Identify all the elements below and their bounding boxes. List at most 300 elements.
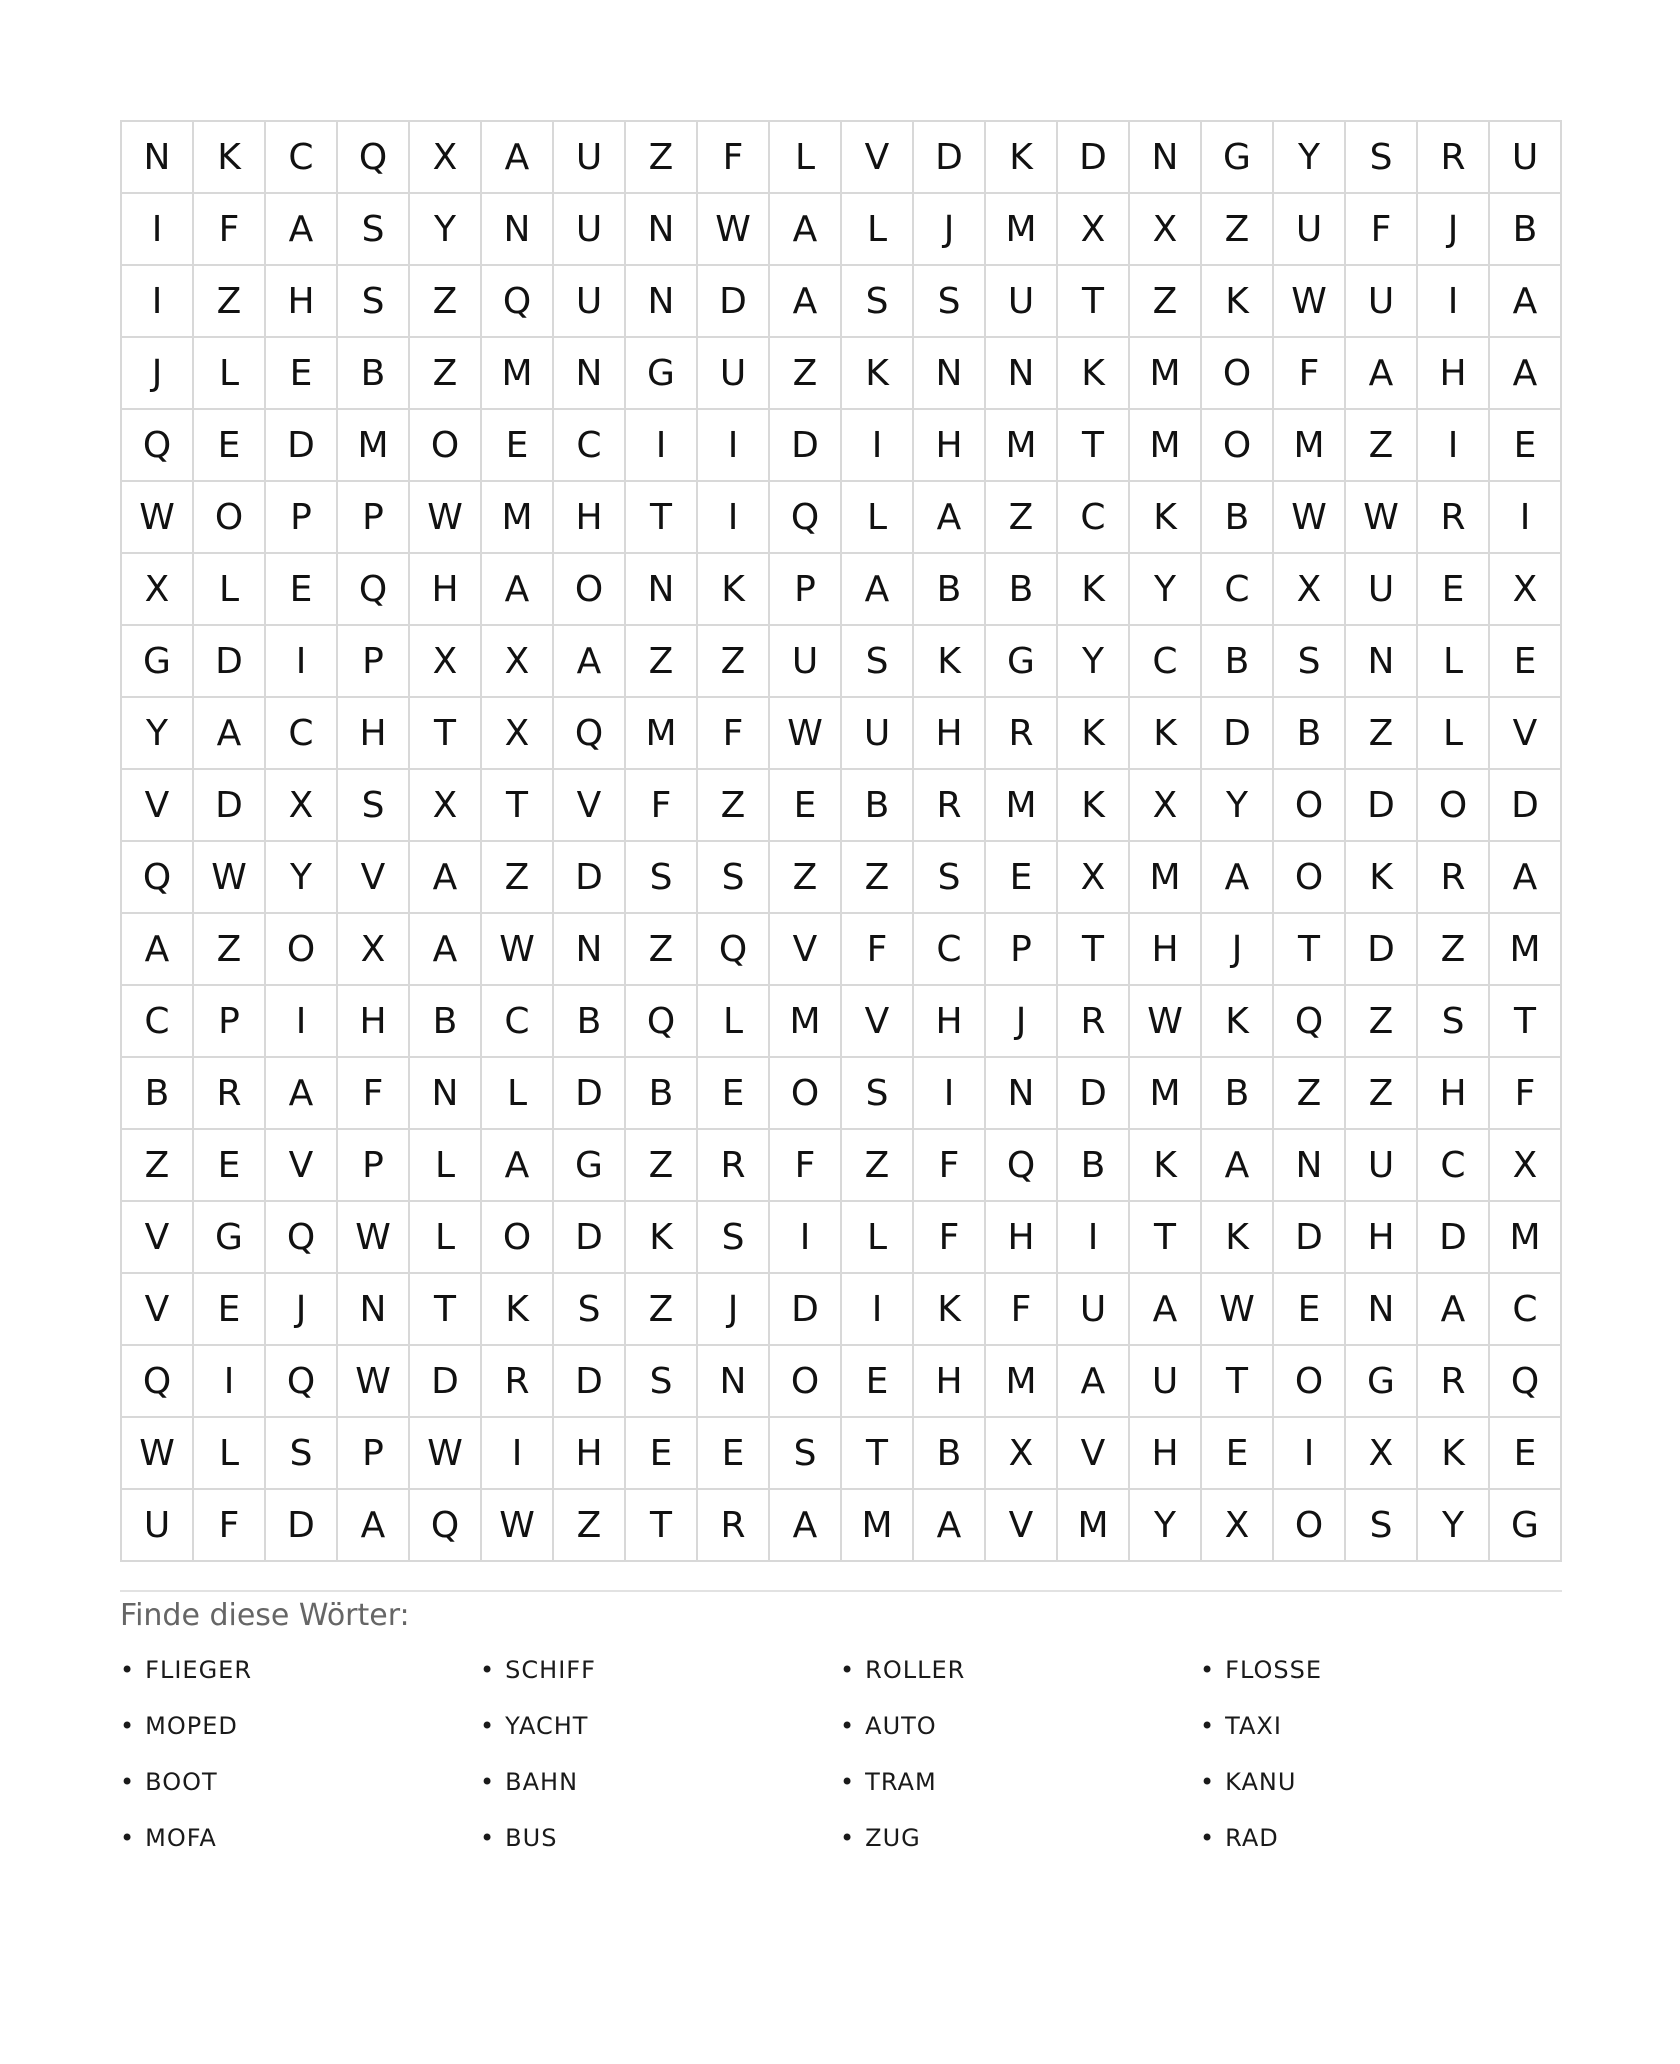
grid-cell[interactable]: M: [1490, 1202, 1562, 1274]
grid-cell[interactable]: C: [1418, 1130, 1490, 1202]
grid-cell[interactable]: E: [1490, 626, 1562, 698]
grid-cell[interactable]: B: [1202, 626, 1274, 698]
grid-cell[interactable]: K: [194, 122, 266, 194]
grid-cell[interactable]: D: [1346, 770, 1418, 842]
grid-cell[interactable]: Z: [626, 122, 698, 194]
grid-cell[interactable]: N: [698, 1346, 770, 1418]
grid-cell[interactable]: Y: [1058, 626, 1130, 698]
grid-cell[interactable]: C: [482, 986, 554, 1058]
grid-cell[interactable]: O: [194, 482, 266, 554]
grid-cell[interactable]: U: [1274, 194, 1346, 266]
grid-cell[interactable]: K: [1202, 266, 1274, 338]
grid-cell[interactable]: W: [482, 1490, 554, 1562]
grid-cell[interactable]: Z: [770, 338, 842, 410]
grid-cell[interactable]: K: [626, 1202, 698, 1274]
grid-cell[interactable]: J: [266, 1274, 338, 1346]
grid-cell[interactable]: B: [1274, 698, 1346, 770]
grid-cell[interactable]: J: [1418, 194, 1490, 266]
grid-cell[interactable]: H: [986, 1202, 1058, 1274]
grid-cell[interactable]: Q: [626, 986, 698, 1058]
grid-cell[interactable]: M: [986, 1346, 1058, 1418]
grid-cell[interactable]: S: [842, 266, 914, 338]
grid-cell[interactable]: H: [338, 986, 410, 1058]
grid-cell[interactable]: H: [1418, 1058, 1490, 1130]
grid-cell[interactable]: T: [626, 482, 698, 554]
grid-cell[interactable]: X: [1274, 554, 1346, 626]
grid-cell[interactable]: V: [266, 1130, 338, 1202]
grid-cell[interactable]: E: [770, 770, 842, 842]
grid-cell[interactable]: A: [770, 194, 842, 266]
grid-cell[interactable]: Z: [842, 842, 914, 914]
grid-cell[interactable]: I: [770, 1202, 842, 1274]
grid-cell[interactable]: R: [1418, 122, 1490, 194]
grid-cell[interactable]: Y: [410, 194, 482, 266]
grid-cell[interactable]: C: [1058, 482, 1130, 554]
grid-cell[interactable]: K: [1058, 698, 1130, 770]
grid-cell[interactable]: K: [1202, 1202, 1274, 1274]
grid-cell[interactable]: G: [122, 626, 194, 698]
grid-cell[interactable]: V: [842, 986, 914, 1058]
grid-cell[interactable]: K: [1058, 554, 1130, 626]
grid-cell[interactable]: Z: [1346, 986, 1418, 1058]
grid-cell[interactable]: B: [554, 986, 626, 1058]
grid-cell[interactable]: F: [1490, 1058, 1562, 1130]
grid-cell[interactable]: S: [914, 842, 986, 914]
grid-cell[interactable]: Z: [194, 914, 266, 986]
grid-cell[interactable]: O: [482, 1202, 554, 1274]
grid-cell[interactable]: S: [554, 1274, 626, 1346]
grid-cell[interactable]: B: [122, 1058, 194, 1130]
grid-cell[interactable]: C: [122, 986, 194, 1058]
grid-cell[interactable]: H: [914, 1346, 986, 1418]
grid-cell[interactable]: K: [1130, 1130, 1202, 1202]
grid-cell[interactable]: Y: [122, 698, 194, 770]
grid-cell[interactable]: A: [914, 482, 986, 554]
grid-cell[interactable]: U: [1346, 554, 1418, 626]
grid-cell[interactable]: O: [1202, 410, 1274, 482]
grid-cell[interactable]: M: [986, 194, 1058, 266]
grid-cell[interactable]: K: [986, 122, 1058, 194]
grid-cell[interactable]: S: [1274, 626, 1346, 698]
grid-cell[interactable]: E: [842, 1346, 914, 1418]
grid-cell[interactable]: K: [1058, 770, 1130, 842]
grid-cell[interactable]: O: [1274, 1490, 1346, 1562]
grid-cell[interactable]: F: [1346, 194, 1418, 266]
grid-cell[interactable]: C: [1490, 1274, 1562, 1346]
grid-cell[interactable]: H: [410, 554, 482, 626]
grid-cell[interactable]: Q: [554, 698, 626, 770]
grid-cell[interactable]: S: [1346, 122, 1418, 194]
grid-cell[interactable]: I: [266, 986, 338, 1058]
grid-cell[interactable]: D: [554, 842, 626, 914]
grid-cell[interactable]: A: [842, 554, 914, 626]
grid-cell[interactable]: L: [194, 554, 266, 626]
grid-cell[interactable]: A: [1202, 842, 1274, 914]
grid-cell[interactable]: W: [1274, 266, 1346, 338]
grid-cell[interactable]: W: [338, 1202, 410, 1274]
grid-cell[interactable]: Y: [1130, 1490, 1202, 1562]
grid-cell[interactable]: V: [122, 1202, 194, 1274]
grid-cell[interactable]: W: [698, 194, 770, 266]
grid-cell[interactable]: H: [554, 482, 626, 554]
grid-cell[interactable]: O: [1274, 770, 1346, 842]
grid-cell[interactable]: E: [194, 410, 266, 482]
grid-cell[interactable]: Q: [986, 1130, 1058, 1202]
grid-cell[interactable]: T: [1058, 914, 1130, 986]
grid-cell[interactable]: H: [914, 410, 986, 482]
grid-cell[interactable]: X: [1346, 1418, 1418, 1490]
grid-cell[interactable]: Y: [1274, 122, 1346, 194]
grid-cell[interactable]: G: [986, 626, 1058, 698]
grid-cell[interactable]: M: [1490, 914, 1562, 986]
grid-cell[interactable]: V: [1058, 1418, 1130, 1490]
grid-cell[interactable]: W: [1274, 482, 1346, 554]
grid-cell[interactable]: L: [410, 1202, 482, 1274]
grid-cell[interactable]: D: [1058, 122, 1130, 194]
grid-cell[interactable]: N: [626, 266, 698, 338]
grid-cell[interactable]: T: [410, 698, 482, 770]
grid-cell[interactable]: A: [770, 1490, 842, 1562]
grid-cell[interactable]: Z: [986, 482, 1058, 554]
grid-cell[interactable]: N: [986, 1058, 1058, 1130]
grid-cell[interactable]: J: [914, 194, 986, 266]
grid-cell[interactable]: U: [554, 194, 626, 266]
grid-cell[interactable]: V: [338, 842, 410, 914]
grid-cell[interactable]: D: [410, 1346, 482, 1418]
grid-cell[interactable]: I: [1490, 482, 1562, 554]
grid-cell[interactable]: N: [986, 338, 1058, 410]
grid-cell[interactable]: R: [914, 770, 986, 842]
grid-cell[interactable]: P: [194, 986, 266, 1058]
grid-cell[interactable]: T: [1202, 1346, 1274, 1418]
grid-cell[interactable]: M: [986, 770, 1058, 842]
grid-cell[interactable]: B: [410, 986, 482, 1058]
grid-cell[interactable]: S: [626, 1346, 698, 1418]
grid-cell[interactable]: I: [698, 410, 770, 482]
grid-cell[interactable]: F: [698, 122, 770, 194]
grid-cell[interactable]: W: [338, 1346, 410, 1418]
grid-cell[interactable]: S: [914, 266, 986, 338]
grid-cell[interactable]: R: [1418, 842, 1490, 914]
grid-cell[interactable]: R: [698, 1130, 770, 1202]
grid-cell[interactable]: U: [698, 338, 770, 410]
grid-cell[interactable]: Q: [338, 122, 410, 194]
grid-cell[interactable]: F: [914, 1202, 986, 1274]
grid-cell[interactable]: M: [1130, 1058, 1202, 1130]
grid-cell[interactable]: X: [410, 626, 482, 698]
grid-cell[interactable]: T: [482, 770, 554, 842]
grid-cell[interactable]: B: [914, 1418, 986, 1490]
grid-cell[interactable]: D: [770, 410, 842, 482]
grid-cell[interactable]: G: [1490, 1490, 1562, 1562]
grid-cell[interactable]: G: [554, 1130, 626, 1202]
grid-cell[interactable]: S: [338, 770, 410, 842]
grid-cell[interactable]: L: [842, 1202, 914, 1274]
grid-cell[interactable]: I: [842, 1274, 914, 1346]
grid-cell[interactable]: E: [194, 1130, 266, 1202]
grid-cell[interactable]: A: [482, 554, 554, 626]
grid-cell[interactable]: I: [626, 410, 698, 482]
grid-cell[interactable]: A: [266, 194, 338, 266]
grid-cell[interactable]: J: [1202, 914, 1274, 986]
grid-cell[interactable]: Q: [266, 1346, 338, 1418]
grid-cell[interactable]: F: [698, 698, 770, 770]
grid-cell[interactable]: A: [1202, 1130, 1274, 1202]
grid-cell[interactable]: H: [1130, 914, 1202, 986]
grid-cell[interactable]: O: [1274, 842, 1346, 914]
grid-cell[interactable]: V: [842, 122, 914, 194]
grid-cell[interactable]: O: [410, 410, 482, 482]
grid-cell[interactable]: L: [482, 1058, 554, 1130]
grid-cell[interactable]: D: [1490, 770, 1562, 842]
grid-cell[interactable]: X: [338, 914, 410, 986]
grid-cell[interactable]: T: [626, 1490, 698, 1562]
grid-cell[interactable]: C: [1130, 626, 1202, 698]
grid-cell[interactable]: A: [1418, 1274, 1490, 1346]
grid-cell[interactable]: U: [770, 626, 842, 698]
grid-cell[interactable]: A: [1058, 1346, 1130, 1418]
grid-cell[interactable]: E: [1490, 1418, 1562, 1490]
grid-cell[interactable]: E: [1490, 410, 1562, 482]
grid-cell[interactable]: U: [842, 698, 914, 770]
grid-cell[interactable]: L: [194, 338, 266, 410]
grid-cell[interactable]: F: [626, 770, 698, 842]
grid-cell[interactable]: I: [122, 266, 194, 338]
grid-cell[interactable]: Q: [770, 482, 842, 554]
grid-cell[interactable]: Z: [1202, 194, 1274, 266]
grid-cell[interactable]: Q: [122, 842, 194, 914]
grid-cell[interactable]: Q: [1274, 986, 1346, 1058]
grid-cell[interactable]: E: [1202, 1418, 1274, 1490]
grid-cell[interactable]: L: [842, 482, 914, 554]
grid-cell[interactable]: Z: [1130, 266, 1202, 338]
grid-cell[interactable]: M: [986, 410, 1058, 482]
grid-cell[interactable]: W: [410, 482, 482, 554]
grid-cell[interactable]: S: [338, 194, 410, 266]
grid-cell[interactable]: D: [914, 122, 986, 194]
grid-cell[interactable]: I: [122, 194, 194, 266]
grid-cell[interactable]: J: [986, 986, 1058, 1058]
grid-cell[interactable]: H: [914, 698, 986, 770]
grid-cell[interactable]: B: [914, 554, 986, 626]
grid-cell[interactable]: Z: [482, 842, 554, 914]
grid-cell[interactable]: P: [986, 914, 1058, 986]
grid-cell[interactable]: Q: [122, 410, 194, 482]
grid-cell[interactable]: U: [986, 266, 1058, 338]
grid-cell[interactable]: L: [1418, 626, 1490, 698]
grid-cell[interactable]: S: [1346, 1490, 1418, 1562]
grid-cell[interactable]: L: [410, 1130, 482, 1202]
grid-cell[interactable]: N: [914, 338, 986, 410]
grid-cell[interactable]: M: [1058, 1490, 1130, 1562]
grid-cell[interactable]: D: [194, 770, 266, 842]
grid-cell[interactable]: Z: [1346, 1058, 1418, 1130]
grid-cell[interactable]: K: [1418, 1418, 1490, 1490]
grid-cell[interactable]: V: [770, 914, 842, 986]
grid-cell[interactable]: Z: [698, 770, 770, 842]
grid-cell[interactable]: W: [194, 842, 266, 914]
grid-cell[interactable]: T: [1058, 266, 1130, 338]
grid-cell[interactable]: D: [194, 626, 266, 698]
grid-cell[interactable]: O: [1274, 1346, 1346, 1418]
grid-cell[interactable]: T: [1274, 914, 1346, 986]
grid-cell[interactable]: W: [122, 1418, 194, 1490]
grid-cell[interactable]: D: [554, 1058, 626, 1130]
grid-cell[interactable]: D: [1058, 1058, 1130, 1130]
grid-cell[interactable]: W: [1346, 482, 1418, 554]
grid-cell[interactable]: X: [1202, 1490, 1274, 1562]
grid-cell[interactable]: P: [266, 482, 338, 554]
grid-cell[interactable]: X: [1490, 554, 1562, 626]
grid-cell[interactable]: M: [482, 338, 554, 410]
grid-cell[interactable]: X: [1130, 770, 1202, 842]
grid-cell[interactable]: D: [698, 266, 770, 338]
grid-cell[interactable]: D: [554, 1346, 626, 1418]
grid-cell[interactable]: N: [1274, 1130, 1346, 1202]
grid-cell[interactable]: X: [482, 698, 554, 770]
grid-cell[interactable]: S: [266, 1418, 338, 1490]
grid-cell[interactable]: M: [1130, 338, 1202, 410]
grid-cell[interactable]: Y: [1202, 770, 1274, 842]
grid-cell[interactable]: N: [122, 122, 194, 194]
grid-cell[interactable]: N: [554, 338, 626, 410]
grid-cell[interactable]: A: [410, 914, 482, 986]
grid-cell[interactable]: I: [698, 482, 770, 554]
grid-cell[interactable]: D: [770, 1274, 842, 1346]
grid-cell[interactable]: I: [1418, 266, 1490, 338]
grid-cell[interactable]: O: [554, 554, 626, 626]
grid-cell[interactable]: Q: [266, 1202, 338, 1274]
grid-cell[interactable]: K: [1346, 842, 1418, 914]
grid-cell[interactable]: K: [1130, 698, 1202, 770]
grid-cell[interactable]: S: [842, 626, 914, 698]
grid-cell[interactable]: F: [194, 194, 266, 266]
grid-cell[interactable]: Z: [626, 1274, 698, 1346]
grid-cell[interactable]: F: [194, 1490, 266, 1562]
grid-cell[interactable]: U: [1490, 122, 1562, 194]
grid-cell[interactable]: A: [554, 626, 626, 698]
grid-cell[interactable]: G: [1202, 122, 1274, 194]
grid-cell[interactable]: G: [626, 338, 698, 410]
grid-cell[interactable]: N: [1346, 626, 1418, 698]
grid-cell[interactable]: R: [1058, 986, 1130, 1058]
grid-cell[interactable]: U: [554, 122, 626, 194]
grid-cell[interactable]: C: [266, 122, 338, 194]
grid-cell[interactable]: N: [1130, 122, 1202, 194]
grid-cell[interactable]: Z: [698, 626, 770, 698]
grid-cell[interactable]: T: [1490, 986, 1562, 1058]
grid-cell[interactable]: D: [266, 1490, 338, 1562]
grid-cell[interactable]: U: [1346, 266, 1418, 338]
grid-cell[interactable]: W: [122, 482, 194, 554]
grid-cell[interactable]: D: [1202, 698, 1274, 770]
grid-cell[interactable]: Z: [626, 626, 698, 698]
grid-cell[interactable]: H: [338, 698, 410, 770]
grid-cell[interactable]: Z: [1346, 698, 1418, 770]
grid-cell[interactable]: F: [1274, 338, 1346, 410]
grid-cell[interactable]: Q: [410, 1490, 482, 1562]
grid-cell[interactable]: N: [482, 194, 554, 266]
grid-cell[interactable]: K: [1058, 338, 1130, 410]
grid-cell[interactable]: M: [1130, 410, 1202, 482]
grid-cell[interactable]: J: [122, 338, 194, 410]
grid-cell[interactable]: Y: [266, 842, 338, 914]
grid-cell[interactable]: Z: [842, 1130, 914, 1202]
grid-cell[interactable]: N: [410, 1058, 482, 1130]
grid-cell[interactable]: S: [698, 1202, 770, 1274]
grid-cell[interactable]: W: [770, 698, 842, 770]
grid-cell[interactable]: I: [1274, 1418, 1346, 1490]
grid-cell[interactable]: U: [1130, 1346, 1202, 1418]
grid-cell[interactable]: L: [194, 1418, 266, 1490]
grid-cell[interactable]: E: [698, 1058, 770, 1130]
grid-cell[interactable]: B: [1058, 1130, 1130, 1202]
grid-cell[interactable]: W: [1130, 986, 1202, 1058]
grid-cell[interactable]: E: [266, 338, 338, 410]
grid-cell[interactable]: K: [914, 626, 986, 698]
grid-cell[interactable]: A: [1490, 338, 1562, 410]
grid-cell[interactable]: I: [842, 410, 914, 482]
grid-cell[interactable]: U: [1058, 1274, 1130, 1346]
grid-cell[interactable]: J: [698, 1274, 770, 1346]
grid-cell[interactable]: I: [194, 1346, 266, 1418]
grid-cell[interactable]: M: [626, 698, 698, 770]
grid-cell[interactable]: M: [338, 410, 410, 482]
grid-cell[interactable]: E: [482, 410, 554, 482]
grid-cell[interactable]: N: [626, 554, 698, 626]
grid-cell[interactable]: Y: [1130, 554, 1202, 626]
grid-cell[interactable]: S: [770, 1418, 842, 1490]
grid-cell[interactable]: F: [770, 1130, 842, 1202]
grid-cell[interactable]: O: [1202, 338, 1274, 410]
grid-cell[interactable]: A: [122, 914, 194, 986]
grid-cell[interactable]: T: [1058, 410, 1130, 482]
grid-cell[interactable]: F: [338, 1058, 410, 1130]
grid-cell[interactable]: Z: [626, 1130, 698, 1202]
grid-cell[interactable]: K: [482, 1274, 554, 1346]
grid-cell[interactable]: T: [410, 1274, 482, 1346]
grid-cell[interactable]: C: [266, 698, 338, 770]
grid-cell[interactable]: C: [914, 914, 986, 986]
grid-cell[interactable]: D: [554, 1202, 626, 1274]
grid-cell[interactable]: X: [410, 770, 482, 842]
grid-cell[interactable]: N: [626, 194, 698, 266]
grid-cell[interactable]: I: [482, 1418, 554, 1490]
grid-cell[interactable]: C: [1202, 554, 1274, 626]
grid-cell[interactable]: M: [1130, 842, 1202, 914]
grid-cell[interactable]: U: [122, 1490, 194, 1562]
grid-cell[interactable]: M: [770, 986, 842, 1058]
grid-cell[interactable]: K: [914, 1274, 986, 1346]
grid-cell[interactable]: P: [338, 1130, 410, 1202]
grid-cell[interactable]: Z: [1274, 1058, 1346, 1130]
grid-cell[interactable]: Z: [194, 266, 266, 338]
grid-cell[interactable]: K: [1130, 482, 1202, 554]
grid-cell[interactable]: R: [1418, 1346, 1490, 1418]
grid-cell[interactable]: G: [1346, 1346, 1418, 1418]
grid-cell[interactable]: X: [1130, 194, 1202, 266]
grid-cell[interactable]: I: [1058, 1202, 1130, 1274]
grid-cell[interactable]: A: [914, 1490, 986, 1562]
grid-cell[interactable]: B: [986, 554, 1058, 626]
grid-cell[interactable]: W: [1202, 1274, 1274, 1346]
grid-cell[interactable]: Z: [554, 1490, 626, 1562]
grid-cell[interactable]: O: [770, 1058, 842, 1130]
grid-cell[interactable]: F: [842, 914, 914, 986]
grid-cell[interactable]: A: [1130, 1274, 1202, 1346]
grid-cell[interactable]: A: [194, 698, 266, 770]
grid-cell[interactable]: K: [1202, 986, 1274, 1058]
